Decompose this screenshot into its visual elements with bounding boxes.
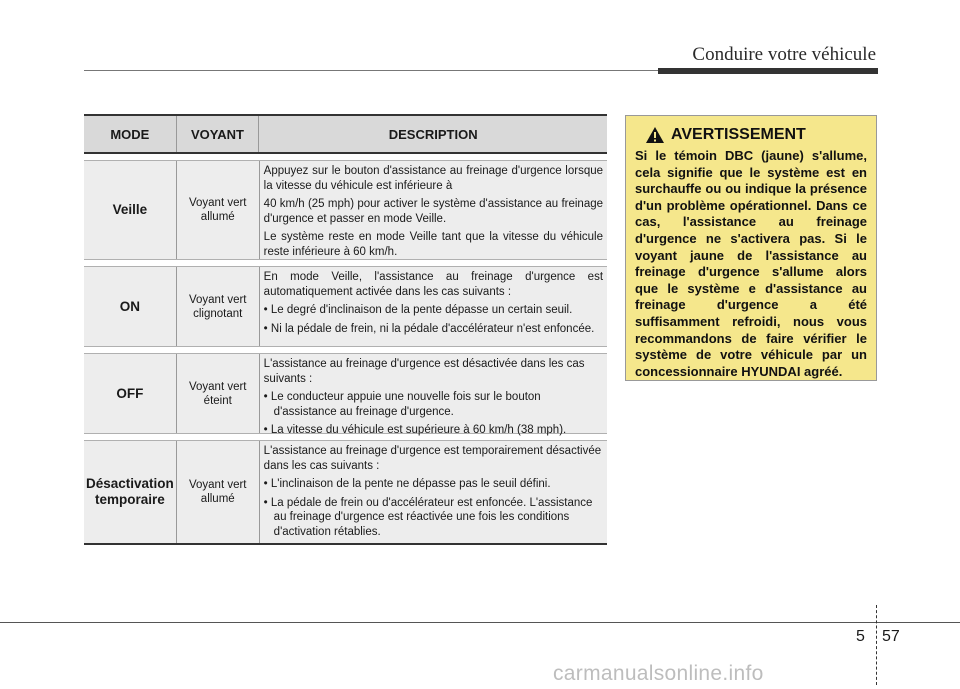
watermark: carmanualsonline.info [553, 662, 764, 685]
row-mode: ON [119, 298, 141, 314]
desc-line: En mode Veille, l'assistance au freinage d'urgence est automatiquement activée dans les cas suivants : [263, 271, 604, 298]
desc-bullet: • La pédale de frein ou d'accélérateur est enfoncée. L'assistance au freinage d'urgence est réactivée une fois les conditions d'activation rétablies. [263, 496, 593, 538]
row-mode: Désactivation temporaire [86, 476, 174, 507]
desc-bullet: • L'inclinaison de la pente ne dépasse pas le seuil défini. [263, 478, 551, 490]
page-header-title: Conduire votre véhicule [692, 44, 876, 65]
desc-line: L'assistance au freinage d'urgence est temporairement désactivée dans les cas suivants : [263, 445, 602, 472]
desc-bullet: • La vitesse du véhicule est supérieure à 60 km/h (38 mph). [263, 424, 567, 436]
footer-rule [0, 622, 960, 623]
row-mode: Veille [112, 202, 148, 217]
header-rule-thick [658, 68, 878, 74]
warning-box [625, 115, 877, 381]
row-description [259, 441, 607, 543]
table-row [84, 267, 607, 347]
header-mode: MODE [110, 126, 150, 142]
warning-title: AVERTISSEMENT [671, 126, 806, 143]
desc-line: Le système reste en mode Veille tant que la vitesse du véhicule reste inférieure à 60 km/h. [263, 231, 604, 258]
mode-table [84, 114, 607, 545]
row-description [259, 354, 607, 436]
table-row [84, 161, 607, 260]
page-number: 57 [882, 628, 900, 645]
desc-line: Appuyez sur le bouton d'assistance au freinage d'urgence lorsque la vitesse du véhicule est inférieure à [263, 165, 604, 192]
row-voyant: Voyant vert allumé [176, 441, 259, 543]
header-voyant: VOYANT [176, 116, 259, 152]
row-spacer [84, 154, 607, 161]
row-spacer [84, 347, 607, 354]
row-voyant: Voyant vert éteint [176, 354, 259, 433]
warning-text: Si le témoin DBC (jaune) s'allume, cela signifie que le système est en surchauffe ou ou indique la présence d'un problème opérationnel. Dans ce cas, l'assistance au freinage d'urgence ne s'activera pas. Si le voyant jaune de l'assistance au freinage d'urgence s'allume alors que le système e d'assistance au freinage d'urgence a été suffisamment refroidi, nous vous recommandons de faire vérifier le système de votre véhicule par un concessionnaire HYUNDAI agréé. [635, 148, 867, 379]
row-description [259, 161, 607, 259]
desc-bullet: • Le conducteur appuie une nouvelle fois sur le bouton d'assistance au freinage d'urgence. [263, 391, 541, 418]
desc-bullet: • Ni la pédale de frein, ni la pédale d'accélérateur n'est enfoncée. [263, 322, 595, 335]
row-voyant: Voyant vert allumé [176, 161, 259, 259]
table-row [84, 354, 607, 434]
header-description: DESCRIPTION [258, 116, 607, 152]
table-header [84, 114, 607, 154]
row-mode: OFF [116, 385, 144, 401]
row-spacer [84, 260, 607, 267]
row-voyant: Voyant vert clignotant [176, 267, 259, 346]
warning-header [645, 126, 867, 144]
chapter-number: 5 [856, 628, 865, 645]
warning-triangle-icon [645, 126, 665, 144]
desc-line: 40 km/h (25 mph) pour activer le système d'assistance au freinage d'urgence et passer en mode Veille. [263, 198, 604, 225]
table-body [84, 154, 607, 545]
desc-bullet: • Le degré d'inclinaison de la pente dépasse un certain seuil. [263, 304, 573, 316]
row-description [259, 267, 607, 346]
table-row [84, 441, 607, 545]
page-number-separator [876, 605, 877, 685]
desc-line: L'assistance au freinage d'urgence est désactivée dans les cas suivants : [263, 358, 585, 385]
